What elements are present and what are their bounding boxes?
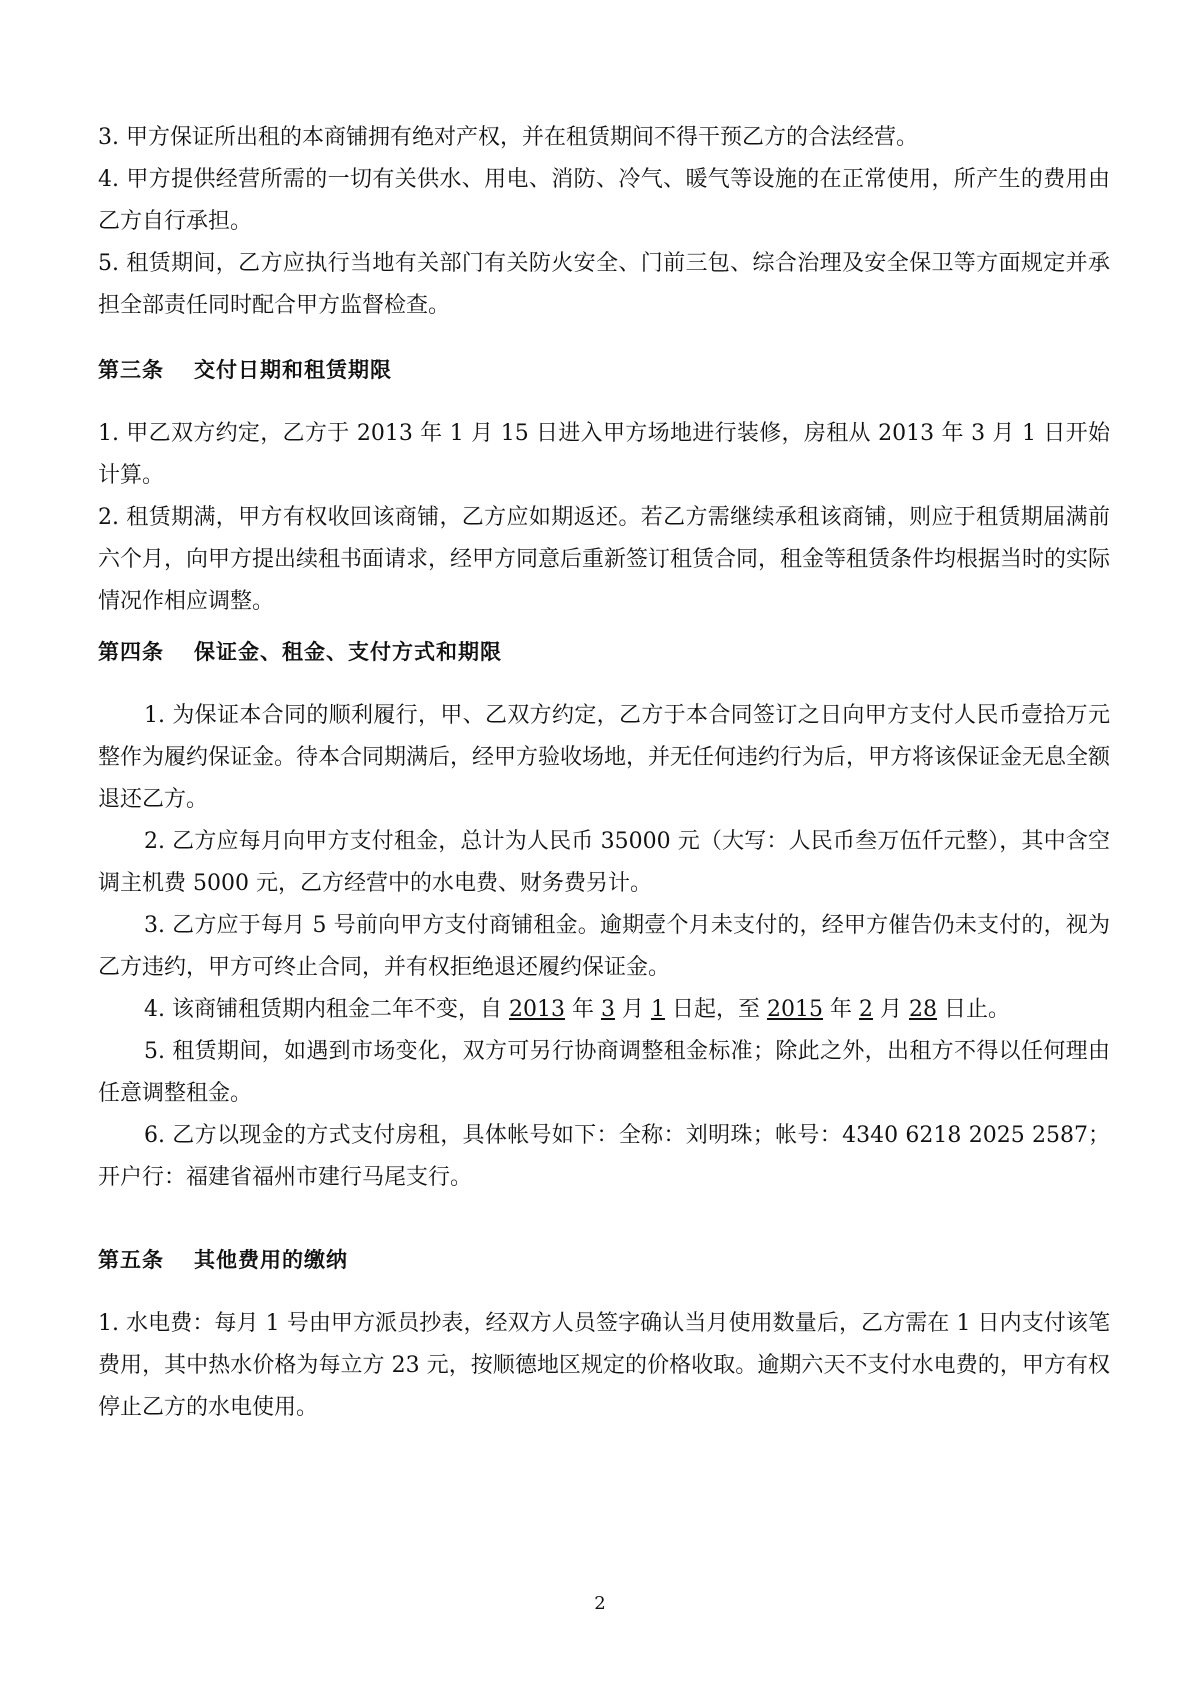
- clause-4-item-5: 5. 租赁期间，如遇到市场变化，双方可另行协商调整租金标准；除此之外，出租方不得以任何理由任意调整租金。: [98, 1039, 1110, 1106]
- clause-2-item-3: 3. 甲方保证所出租的本商铺拥有绝对产权，并在租赁期间不得干预乙方的合法经营。: [98, 125, 918, 150]
- page-content: [98, 117, 1110, 1429]
- item4-prefix: 4. 该商铺租赁期内租金二年不变，自: [144, 997, 509, 1022]
- section-5-heading: [98, 1239, 1110, 1281]
- clause-4-item-3: 3. 乙方应于每月 5 号前向甲方支付商铺租金。逾期壹个月未支付的，经甲方催告仍未支付的，视为乙方违约，甲方可终止合同，并有权拒绝退还履约保证金。: [98, 913, 1110, 980]
- section-4-title: 保证金、租金、支付方式和期限: [194, 640, 502, 664]
- rent-start-year: 2013: [508, 997, 565, 1022]
- item4-suffix: 日止。: [936, 997, 1010, 1022]
- item4-text: 月: [614, 997, 651, 1022]
- page-number: 2: [594, 1593, 606, 1614]
- clause-4-item-6: 6. 乙方以现金的方式支付房租，具体帐号如下：全称：刘明珠；帐号：4340 6218 2025 2587；开户行：福建省福州市建行马尾支行。: [98, 1123, 1110, 1190]
- clause-2-item-5: 5. 租赁期间，乙方应执行当地有关部门有关防火安全、门前三包、综合治理及安全保卫等方面规定并承担全部责任同时配合甲方监督检查。: [98, 251, 1110, 318]
- section-3-title: 交付日期和租赁期限: [194, 358, 392, 382]
- section-3-heading: [98, 349, 1110, 391]
- item4-text: 月: [872, 997, 909, 1022]
- rent-end-year: 2015: [766, 997, 823, 1022]
- clause-4-item-4: [98, 989, 1110, 1031]
- section-5-title: 其他费用的缴纳: [194, 1248, 348, 1272]
- rent-end-month: 2: [858, 997, 873, 1022]
- clause-5-item-1: 1. 水电费：每月 1 号由甲方派员抄表，经双方人员签字确认当月使用数量后，乙方需在 1 日内支付该笔费用，其中热水价格为每立方 23 元，按顺德地区规定的价格收取。逾期六天不支付水电费的，甲方有权停止乙方的水电使用。: [98, 1311, 1110, 1420]
- clause-3-item-2: 2. 租赁期满，甲方有权收回该商铺，乙方应如期返还。若乙方需继续承租该商铺，则应于租赁期届满前六个月，向甲方提出续租书面请求，经甲方同意后重新签订租赁合同，租金等租赁条件均根据当时的实际情况作相应调整。: [98, 505, 1111, 614]
- section-3-label: 第三条: [98, 358, 164, 382]
- clause-2-item-4: 4. 甲方提供经营所需的一切有关供水、用电、消防、冷气、暖气等设施的在正常使用，所产生的费用由乙方自行承担。: [98, 167, 1110, 234]
- rent-start-day: 1: [650, 997, 665, 1022]
- item4-text: 年: [822, 997, 859, 1022]
- section-4-heading: [98, 631, 1110, 673]
- section-4-label: 第四条: [98, 640, 164, 664]
- rent-end-day: 28: [908, 997, 937, 1022]
- item4-text: 年: [564, 997, 601, 1022]
- clause-3-item-1: 1. 甲乙双方约定，乙方于 2013 年 1 月 15 日进入甲方场地进行装修，房租从 2013 年 3 月 1 日开始计算。: [98, 421, 1110, 488]
- section-5-label: 第五条: [98, 1248, 164, 1272]
- rent-start-month: 3: [600, 997, 615, 1022]
- clause-4-item-1: 1. 为保证本合同的顺利履行，甲、乙双方约定，乙方于本合同签订之日向甲方支付人民币壹拾万元整作为履约保证金。待本合同期满后，经甲方验收场地，并无任何违约行为后，甲方将该保证金无息全额退还乙方。: [98, 703, 1111, 812]
- item4-text: 日起，至: [664, 997, 767, 1022]
- clause-4-item-2: 2. 乙方应每月向甲方支付租金，总计为人民币 35000 元（大写：人民币叁万伍仟元整），其中含空调主机费 5000 元，乙方经营中的水电费、财务费另计。: [98, 829, 1110, 896]
